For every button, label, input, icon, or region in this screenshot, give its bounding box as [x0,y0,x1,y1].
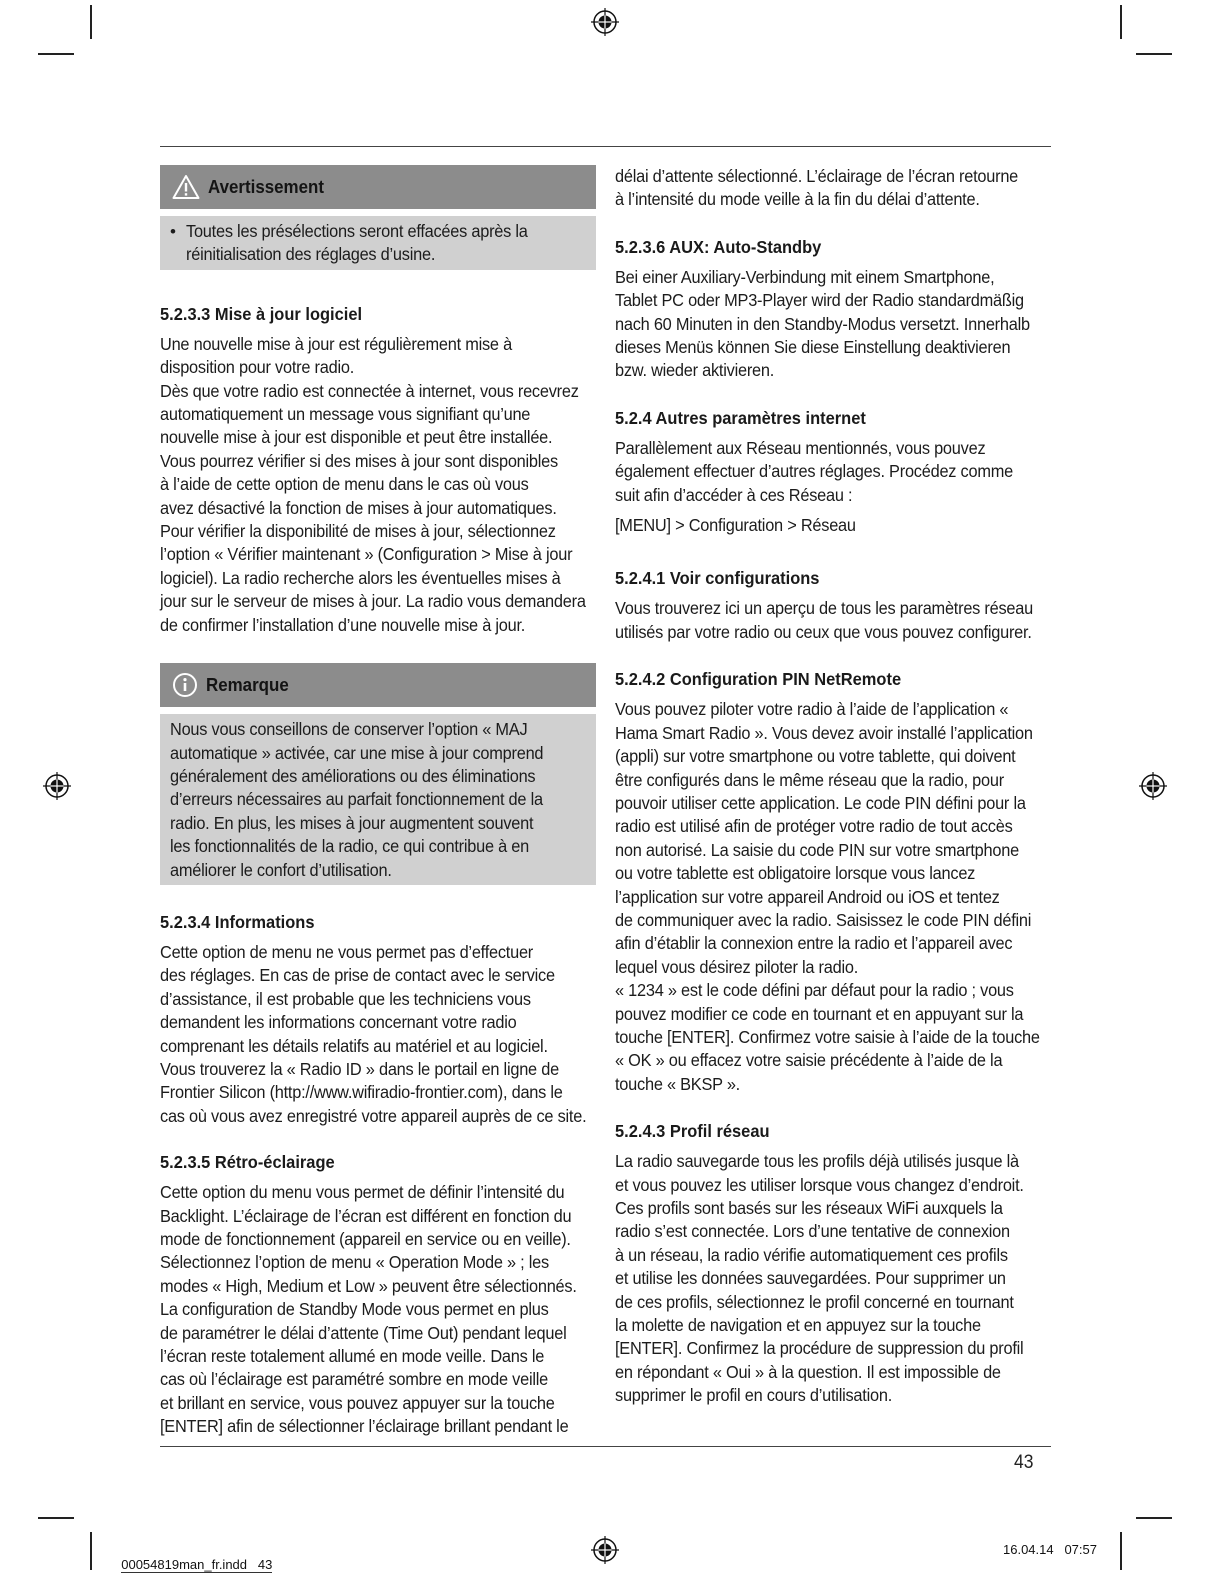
registration-mark-icon [590,7,620,37]
bottom-rule [160,1446,1051,1447]
section-heading: 5.2.4.3 Profil réseau [615,1121,770,1142]
section-heading: 5.2.3.6 AUX: Auto-Standby [615,236,822,257]
section-heading: 5.2.3.4 Informations [160,911,315,932]
crop-mark [90,1532,92,1570]
top-rule [160,146,1051,147]
section-paragraph: Vous pouvez piloter votre radio à l’aide de l’application « Hama Smart Radio ». Vous devez avoir installé l’application (appli) sur votre smartphone ou votre tablette, qui doivent être configurés dans le même réseau que la radio, pour pouvoir utiliser cette application. Le code PIN défini pour la radio est utilisé afin de protéger votre radio de tout accès non autorisé. La saisie du code PIN sur votre smartphone ou votre tablette est obligatoire lorsque vous lancez l’application sur votre appareil Android ou iOS et tentez de communiquer avec la radio. Saisissez le code PIN défini afin d’établir la connexion entre la radio et l’appareil avec lequel vous désirez piloter la radio. « 1234 » est le code défini par défaut pour la radio ; vous pouvez modifier ce code en tournant et en appuyant sur la touche [ENTER]. Confirmez votre saisie à l’aide de la touche « OK » ou effacez votre saisie précédente à l’aide de la touche « BKSP ». [615,699,1040,1094]
page-number: 43 [1014,1452,1034,1473]
note-box-header [160,663,596,707]
left-column [160,165,596,1439]
crop-mark [38,1517,74,1519]
section-paragraph: Cette option de menu ne vous permet pas d’effectuer des réglages. En cas de prise de contact avec le service d’assistance, il est probable que les techniciens vous demandent les informations concernant votre radio comprenant les détails relatifs au matériel et au logiciel. Vous trouverez la « Radio ID » dans le portail en ligne de Frontier Silicon (http://www.wifiradio-frontier.com), dans le cas où vous avez enregistré votre appareil auprès de ce site. [160,941,587,1126]
section-heading: 5.2.4.1 Voir configurations [615,568,820,589]
date-slug: 16.04.14 07:57 [1003,1542,1097,1557]
bullet: • [170,222,176,241]
crop-mark [1136,53,1172,55]
warning-item-text: Toutes les présélections seront effacées après la réinitialisation des réglages d’usine. [186,221,528,265]
crop-mark [38,53,74,55]
file-slug [114,1542,272,1572]
warning-box [160,165,596,270]
note-box-body [160,714,596,885]
note-title: Remarque [206,674,289,695]
note-text: Nous vous conseillons de conserver l’option « MAJ automatique » activée, car une mise à jour comprend généralement des améliorations ou des éliminations d’erreurs nécessaires au parfait fonctionnement de la radio. En plus, les mises à jour augmentent souvent les fonctionnalités de la radio, ce qui contribue à en améliorer le confort d’utilisation. [170,719,544,880]
section-heading: 5.2.4 Autres paramètres internet [615,407,866,428]
section-heading: 5.2.3.5 Rétro-éclairage [160,1152,335,1173]
crop-mark [1120,1532,1122,1570]
warning-box-body [160,216,596,270]
section-paragraph: La radio sauvegarde tous les profils déjà utilisés jusque là et vous pouvez les utiliser lorsque vous changez d’endroit. Ces profils sont basés sur les réseaux WiFi auxquels la radio s’est connectée. Lors d’une tentative de connexion à un réseau, la radio vérifie automatiquement ces profils et utilise les données sauvegardées. Pour supprimer un de ces profils, sélectionnez le profil concerné en tournant la molette de navigation et en appuyez sur la touche [ENTER]. Confirmez la procédure de suppression du profil en répondant « Oui » à la question. Il est impossible de supprimer le profil en cours d’utilisation. [615,1151,1024,1406]
info-circle-icon [172,672,198,698]
registration-mark-icon [590,1535,620,1565]
warning-triangle-icon [172,174,200,200]
section-heading: 5.2.4.2 Configuration PIN NetRemote [615,669,902,690]
warning-item [170,220,586,267]
crop-mark [1120,5,1122,39]
registration-mark-icon [1138,771,1168,801]
section-paragraph: Parallèlement aux Réseau mentionnés, vous pouvez également effectuer d’autres réglages. Procédez comme suit afin d’accéder à ces Réseau : [615,437,1013,505]
continuation-paragraph: délai d’attente sélectionné. L’éclairage de l’écran retourne à l’intensité du mode veille à la fin du délai d’attente. [615,166,1019,210]
crop-mark [1136,1517,1172,1519]
registration-mark-icon [42,771,72,801]
section-paragraph: Vous trouverez ici un aperçu de tous les paramètres réseau utilisés par votre radio ou ceux que vous pouvez configurer. [615,598,1033,642]
menu-path: [MENU] > Configuration > Réseau [615,515,856,536]
section-heading: 5.2.3.3 Mise à jour logiciel [160,303,363,324]
crop-mark [90,5,92,39]
section-paragraph: Bei einer Auxiliary-Verbindung mit einem Smartphone, Tablet PC oder MP3-Player wird der Radio standardmäßig nach 60 Minuten in den Standby-Modus versetzt. Innerhalb dieses Menüs können Sie diese Einstellung deaktivieren bzw. wieder aktivieren. [615,266,1030,381]
note-box [160,663,596,885]
file-slug-text: 00054819man_fr.indd 43 [121,1557,273,1572]
section-paragraph: Cette option du menu vous permet de définir l’intensité du Backlight. L’éclairage de l’écran est différent en fonction du mode de fonctionnement (appareil en service ou en veille). Sélectionnez l’option de menu « Operation Mode » ; les modes « High, Medium et Low » peuvent être sélectionnés. La configuration de Standby Mode vous permet en plus de paramétrer le délai d’attente (Time Out) pendant lequel l’écran reste totalement allumé en mode veille. Dans le cas où l’éclairage est paramétré sombre en mode veille et brillant en service, vous pouvez appuyer sur la touche [ENTER] afin de sélectionner l’éclairage brillant pendant le [160,1182,577,1437]
warning-box-header [160,165,596,209]
warning-title: Avertissement [208,176,324,197]
right-column [615,165,1053,1408]
section-paragraph: Une nouvelle mise à jour est régulièrement mise à disposition pour votre radio. Dès que votre radio est connectée à internet, vous recevrez automatiquement un message vous signifiant qu’une nouvelle mise à jour est disponible et peut être installée. Vous pourrez vérifier si des mises à jour sont disponibles à l’aide de cette option de menu dans le cas où vous avez désactivé la fonction de mises à jour automatiques. Pour vérifier la disponibilité de mises à jour, sélectionnez l’option « Vérifier maintenant » (Configuration > Mise à jour logiciel). La radio recherche alors les éventuelles mises à jour sur le serveur de mises à jour. La radio vous demandera de confirmer l’installation d’une nouvelle mise à jour. [160,333,586,635]
